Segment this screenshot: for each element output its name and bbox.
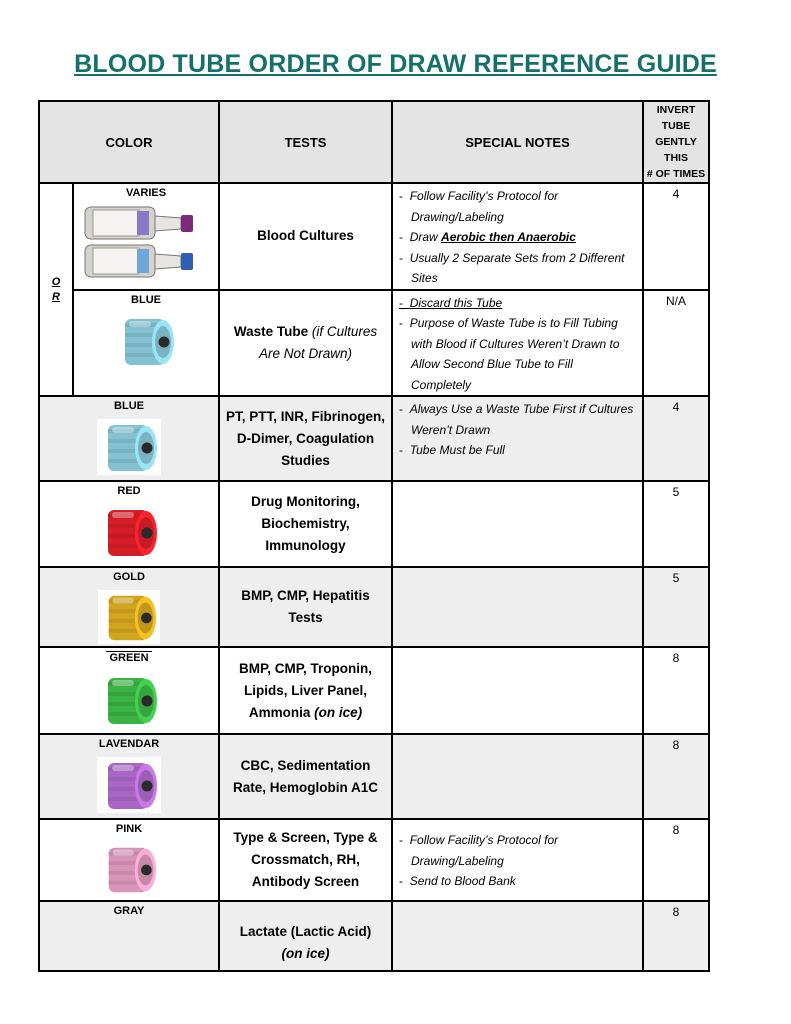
tests-cell: BMP, CMP, Hepatitis Tests [219, 567, 392, 647]
note-item: - Tube Must be Full [399, 440, 636, 461]
blue-tube-icon [94, 417, 164, 477]
notes-cell [392, 567, 643, 647]
tests-cell: Waste Tube (if Cultures Are Not Drawn) [219, 290, 392, 397]
color-cell [39, 647, 219, 734]
note-item: - Follow Facility’s Protocol for Drawing/Labeling [399, 830, 636, 871]
notes-cell [392, 183, 643, 290]
tests-cell: Drug Monitoring, Biochemistry, Immunology [219, 481, 392, 567]
header-row [39, 101, 709, 183]
note-item: - Usually 2 Separate Sets from 2 Different Sites [399, 248, 636, 289]
note-item: - Always Use a Waste Tube First if Cultures Weren’t Drawn [399, 399, 636, 440]
tests-cell: Type & Screen, Type & Crossmatch, RH, Antibody Screen [219, 819, 392, 901]
table-row [39, 901, 709, 971]
blue-tube-icon [111, 311, 181, 371]
color-name: GRAY [113, 905, 145, 917]
notes-cell [392, 396, 643, 481]
color-cell [39, 734, 219, 819]
lavender-tube-icon [94, 755, 164, 815]
green-tube-icon [94, 670, 164, 730]
table-row [39, 183, 709, 290]
notes-cell [392, 819, 643, 901]
notes-cell [392, 901, 643, 971]
note-item: - Follow Facility’s Protocol for Drawing/Labeling [399, 186, 636, 227]
table-row [39, 567, 709, 647]
note-item: - Send to Blood Bank [399, 871, 636, 892]
notes-cell [392, 481, 643, 567]
color-name: LAVENDAR [98, 738, 160, 750]
color-header: COLOR [39, 101, 219, 183]
color-name: BLUE [131, 293, 161, 306]
note-item: - Discard this Tube [399, 293, 636, 314]
color-cell [39, 481, 219, 567]
color-cell [39, 901, 219, 971]
tests-cell: CBC, Sedimentation Rate, Hemoglobin A1C [219, 734, 392, 819]
color-cell [73, 183, 219, 290]
table-row [39, 734, 709, 819]
table-row [39, 481, 709, 567]
tests-cell: Lactate (Lactic Acid) (on ice) [219, 901, 392, 971]
invert-count: 5 [643, 567, 709, 647]
color-name: BLUE [114, 400, 144, 412]
notes-cell [392, 290, 643, 397]
invert-count: 5 [643, 481, 709, 567]
pink-tube-icon [94, 840, 164, 898]
table-row [39, 290, 709, 397]
table-row [39, 396, 709, 481]
color-cell [73, 290, 219, 397]
invert-count: 8 [643, 901, 709, 971]
tests-cell: BMP, CMP, Troponin, Lipids, Liver Panel, Ammonia (on ice) [219, 647, 392, 734]
invert-header: INVERT TUBE GENTLY THIS # OF TIMES [643, 101, 709, 183]
tests-cell: PT, PTT, INR, Fibrinogen, D-Dimer, Coagulation Studies [219, 396, 392, 481]
invert-count: 8 [643, 819, 709, 901]
page-title: BLOOD TUBE ORDER OF DRAW REFERENCE GUIDE [74, 50, 717, 78]
color-name: PINK [115, 823, 143, 835]
invert-count: N/A [643, 290, 709, 397]
invert-count: 8 [643, 734, 709, 819]
invert-count: 8 [643, 647, 709, 734]
table-row [39, 647, 709, 734]
order-of-draw-table [38, 100, 710, 972]
gold-tube-icon [94, 588, 164, 646]
invert-count: 4 [643, 183, 709, 290]
invert-count: 4 [643, 396, 709, 481]
notes-cell [392, 734, 643, 819]
or-label: O R [39, 183, 73, 396]
note-item: - Draw Aerobic then Anaerobic [399, 227, 636, 248]
color-name: GREEN [106, 651, 151, 665]
tests-header: TESTS [219, 101, 392, 183]
culture-bottles-icon [81, 204, 211, 282]
table-row [39, 819, 709, 901]
notes-header: SPECIAL NOTES [392, 101, 643, 183]
color-cell [39, 819, 219, 901]
tests-cell: Blood Cultures [219, 183, 392, 290]
color-name: GOLD [113, 571, 145, 583]
color-cell [39, 567, 219, 647]
notes-cell [392, 647, 643, 734]
note-item: - Purpose of Waste Tube is to Fill Tubing with Blood if Cultures Weren’t Drawn to Allow Second Blue Tube to Fill Completely [399, 313, 636, 395]
color-cell [39, 396, 219, 481]
red-tube-icon [94, 502, 164, 562]
color-name: RED [117, 485, 141, 497]
color-name: VARIES [125, 187, 167, 199]
